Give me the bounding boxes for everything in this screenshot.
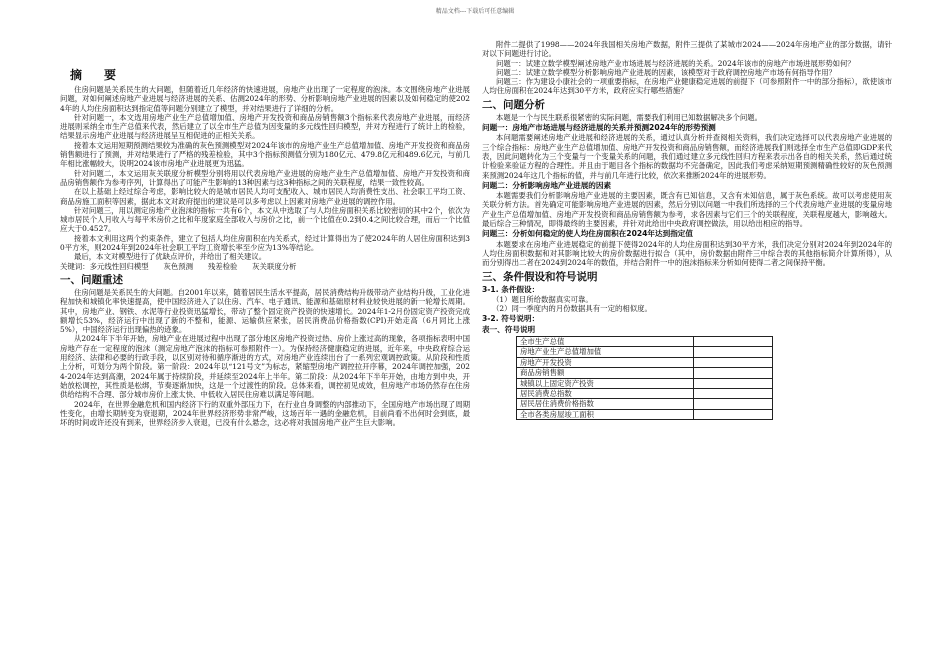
section-1-paragraph: 从2024年下半年开始，房地产业在进展过程中出现了部分地区房地产投资过热、房价上涨过高的现象，各项指标表明中国房地产存在一定程度的泡沫（测定房地产泡沫的指标可参照附件一）。为保持经济健康稳定的进展，近年来，中央政府综合运用经济、法律和必要的行政手段，以区别对待和循序渐进的方式，对房地产业连续出台了一系列宏观调控政策。从阶段和性质上分析，可划分为两个阶段。第一阶段：2024年以“121号文”为标志，紧缩型房地产调控拉开序幕，2024年调控加强，2024-2024年达到高潮，2024年属于持续阶段，并延续至2024年上半年。第二阶段：从2024年下半年开始，由地方到中央，开始放松调控，其性质是松绑，节奏逐渐加快，这是一个过渡性的阶段。总体来看，调控初见成效，但房地产市场仍然存在住房供给结构不合理、部分城市房价上涨太快、中低收入居民住房难以满足等问题。 [60, 334, 470, 400]
section-2-heading: 二、问题分析 [482, 98, 545, 111]
symbol-name-cell: 商品房销售额 [517, 368, 694, 378]
symbol-cell [694, 337, 773, 347]
problem-3-heading: 问题三：分析如何稳定的使人均住房面积在2024年达到指定值 [482, 229, 693, 239]
table-row [517, 337, 773, 347]
problem-1-heading: 问题一：房地产市场进展与经济进展的关系并预测2024年的形势预测 [482, 123, 716, 133]
symbol-cell [694, 347, 773, 357]
question-3: 问题三：作为建设小康社会的一项重要指标，在房地产业健康稳定进展的前提下（可参照附件一中的部分指标），欲使该市人均住房面积在2024年达到30平方米，政府应实行哪些措施？ [482, 77, 892, 96]
abstract-paragraph: 针对问题一，本文选用房地产业生产总值增加值、房地产开发投资和商品房销售额3个指标来代表房地产业进展，而经济进展则采纳全市生产总值来代表，然后建立了以全市生产总值为因变量的多元线性回归模型，并对方程进行了统计上的检验，结果显示房地产业进展与经济进展呈互相促进的正相关关系。 [60, 112, 470, 141]
symbol-name-cell: 全市各类房屋竣工面积 [517, 409, 694, 419]
symbol-cell [694, 399, 773, 409]
section-1-paragraph: 附件二提供了1998——2024年我国相关房地产数据，附件三提供了某城市2024——2024年房地产业的部分数据，请针对以下问题进行讨论。 [482, 40, 892, 59]
assumption-item: （1）题目所给数据真实可靠。 [492, 294, 593, 304]
symbol-name-cell: 居民消费总指数 [517, 389, 694, 399]
abstract-paragraph: 接着本文运用短期预测结果较为准确的灰色预测模型对2024年该市的房地产业生产总值增加值、房地产开发投资和商品房销售额进行了预测，并对结果进行了严格的残差检验，其中3个指标预测值分别为180亿元、479.8亿元和489.6亿元，与前几年相比涨幅较大，说明2024该市房地产业进展更为迅猛。 [60, 140, 470, 169]
table-row [517, 409, 773, 419]
table-row [517, 389, 773, 399]
header-watermark: 精品文档---下载后可任意编辑 [435, 8, 515, 15]
symbol-cell [694, 389, 773, 399]
symbol-cell [694, 357, 773, 367]
table-row [517, 399, 773, 409]
section-1-heading: 一、问题重述 [60, 273, 123, 286]
right-column [482, 40, 892, 668]
symbol-name-cell: 房地产业生产总值增加值 [517, 347, 694, 357]
table-caption: 表一、符号说明 [482, 324, 536, 334]
table-row [517, 357, 773, 367]
problem-1-text: 本问题需要阐述房地产业进展和经济进展的关系，通过认真分析并查阅相关资料，我们决定选择可以代表房地产业进展的三个综合指标：房地产业生产总值增加值、房地产开发投资和商品房销售额，而经济进展我们则选择全市生产总值即GDP来代表，因此问题转化为三个变量与一个变量关系的问题，我们通过建立多元线性回归方程来表示出各自的相关关系，然后通过统计检验来验证方程的合理性。并且由于题目各个指标的数据均不完备确定，因此我们考虑采纳短期预测精确性较好的灰色预测来预测2024年这几个指标的值，并与前几年进行比较，依次来推断2024年的进展形势。 [482, 133, 892, 180]
keywords: 关键词：多元线性回归模型 灰色预测 残差检验 灰关联度分析 [60, 261, 297, 271]
symbol-cell [694, 409, 773, 419]
section-1-paragraph: 住房问题是关系民生的大问题。自2001年以来，随着居民生活水平提高，居民消费结构升级带动产业结构升级，工业化进程加快和城镇化率快速提高，使中国经济进入了以住房、汽车、电子通讯、能源和基础原材料业较快进展的新一轮增长周期。其中，房地产业、钢铁、水泥等行业投资迅猛增长，带动了整个固定资产投资的快速增长。2024年1-2月份固定资产投资完成额增长53%，经济运行中出现了新的不整和，能源、运输供应紧张，居民消费品价格指数(CPI)开始走高（6月同比上涨5%），中国经济运行出现偏热的迹象。 [60, 287, 470, 335]
abstract-paragraph: 针对问题二，本文运用灰关联度分析模型分别将用以代表房地产业进展的房地产业生产总值增加值、房地产开发投资和商品房销售额作为参考序列，计算得出了可能产生影响的13种因素与这3种指标之间的关联程度，结果一致性较高。 [60, 168, 470, 187]
symbol-name-cell: 城镇以上固定资产投资 [517, 378, 694, 388]
section-3-heading: 三、条件假设和符号说明 [482, 270, 598, 283]
symbol-name-cell: 房地产开发投资 [517, 357, 694, 367]
table-row [517, 347, 773, 357]
section-1-paragraph: 2024年，在世界金融危机和国内经济下行的双重外部压力下，在行业自身调整的内部推动下，全国房地产市场出现了周期性变化，由增长期转变为衰退期，2024年世界经济形势非常严峻，这场百年一遇的金融危机，目前尚看不出何时会到底，最坏的时间或许还没有到来，世界经济步入衰退，已没有什么悬念，这必将对我国房地产业产生巨大影响。 [60, 399, 470, 428]
abstract-title: 摘要 [70, 68, 139, 82]
assumptions-heading: 3-1. 条件假设： [482, 284, 540, 294]
table-row [517, 378, 773, 388]
table-row [517, 368, 773, 378]
abstract-paragraph: 住房问题是关系民生的大问题，但随着近几年经济的快速进展，房地产业出现了一定程度的泡沫。本文围绕房地产业进展问题，对如何阐述房地产业进展与经济进展的关系、估测2024年的形势、分析影响房地产业进展的因素以及如何稳定的使2024年的人均住房面积达到指定值等问题分别建立了模型，并对结果进行了详细的分析。 [60, 85, 470, 113]
abstract-paragraph: 针对问题三，用以测定房地产业泡沫的指标一共有6个，本文从中选取了与人均住房面积关系比较密切的其中2个，依次为城市居民个人月收入与每平米房价之比和年度家庭全部收入与房价之比，前一个比值在0.2到0.4之间比较合理，而后一个比值应大于0.4527。 [60, 205, 470, 234]
problem-3-text: 本题要求在房地产业进展稳定的前提下使得2024年的人均住房面积达到30平方米，我们决定分别对2024年到2024年的人均住房面积数据和对其影响比较大的房价数据进行拟合（其中，房价数据由附件三中综合表的其他指标简介计算所得），从而分别得出二者在2024到2024年的数值，并结合附件一中的泡沫指标来分析如何使得二者之间保持平衡。 [482, 239, 892, 268]
left-column [60, 58, 470, 668]
assumption-item: （2）同一季度内的月份数据具有一定的相似度。 [492, 304, 652, 314]
symbol-cell [694, 368, 773, 378]
question-2: 问题二：试建立数学模型分析影响房地产业进展的因素，该模型对于政府调控房地产市场有何指导作用？ [496, 67, 836, 77]
problem-2-text: 本题需要我们分析影响房地产业进展的主要因素，既含有已知信息，又含有未知信息，属于灰色系统。故可以考虑使用灰关联分析方法。首先确定可能影响房地产业进展的因素，然后分别以问题一中我们所选择的三个代表房地产业进展的变量房地产业生产总值增加值、房地产开发投资和商品房销售额为参考，求各因素与它们三个的关联程度，关联程度越大，影响越大。最后综合三种情况，即得最终的主要因素，并针对此给出中央政府调控做法，用以给出相应的指导。 [482, 191, 892, 229]
symbol-cell [694, 378, 773, 388]
abstract-paragraph: 在以上基础上经过综合考虑，影响比较大的是城市居民人均可支配收入、城市居民人均消费性支出、社会职工平均工资、商品房施工面积等因素，据此本文对政府提出的建议是可以多考虑以上因素对房地产业进展的调控作用。 [60, 187, 470, 206]
symbol-name-cell: 全市生产总值 [517, 337, 694, 347]
symbol-name-cell: 居民居住消费价格指数 [517, 399, 694, 409]
section-2-intro: 本题是一个与民生联系很紧密的实际问题，需要我们利用已知数据解决多个问题。 [496, 112, 763, 122]
problem-2-heading: 问题二：分析影响房地产业进展的因素 [482, 180, 612, 190]
abstract-paragraph: 最后，本文对模型进行了优缺点评价，并给出了相关建议。 [74, 252, 267, 262]
symbol-table [516, 336, 773, 420]
question-1: 问题一：试建立数学模型阐述房地产业市场进展与经济进展的关系。2024年该市的房地产市场进展形势如何？ [496, 58, 855, 68]
abstract-paragraph: 接着本文利用这两个约束条件，建立了包括人均住房面积在内关系式，经过计算得出为了使2024年的人居住房面积达到30平方米，则2024年到2024年社会职工平均工资增长率至少应为13%等结论。 [60, 233, 470, 253]
symbols-heading: 3-2. 符号说明： [482, 314, 540, 324]
